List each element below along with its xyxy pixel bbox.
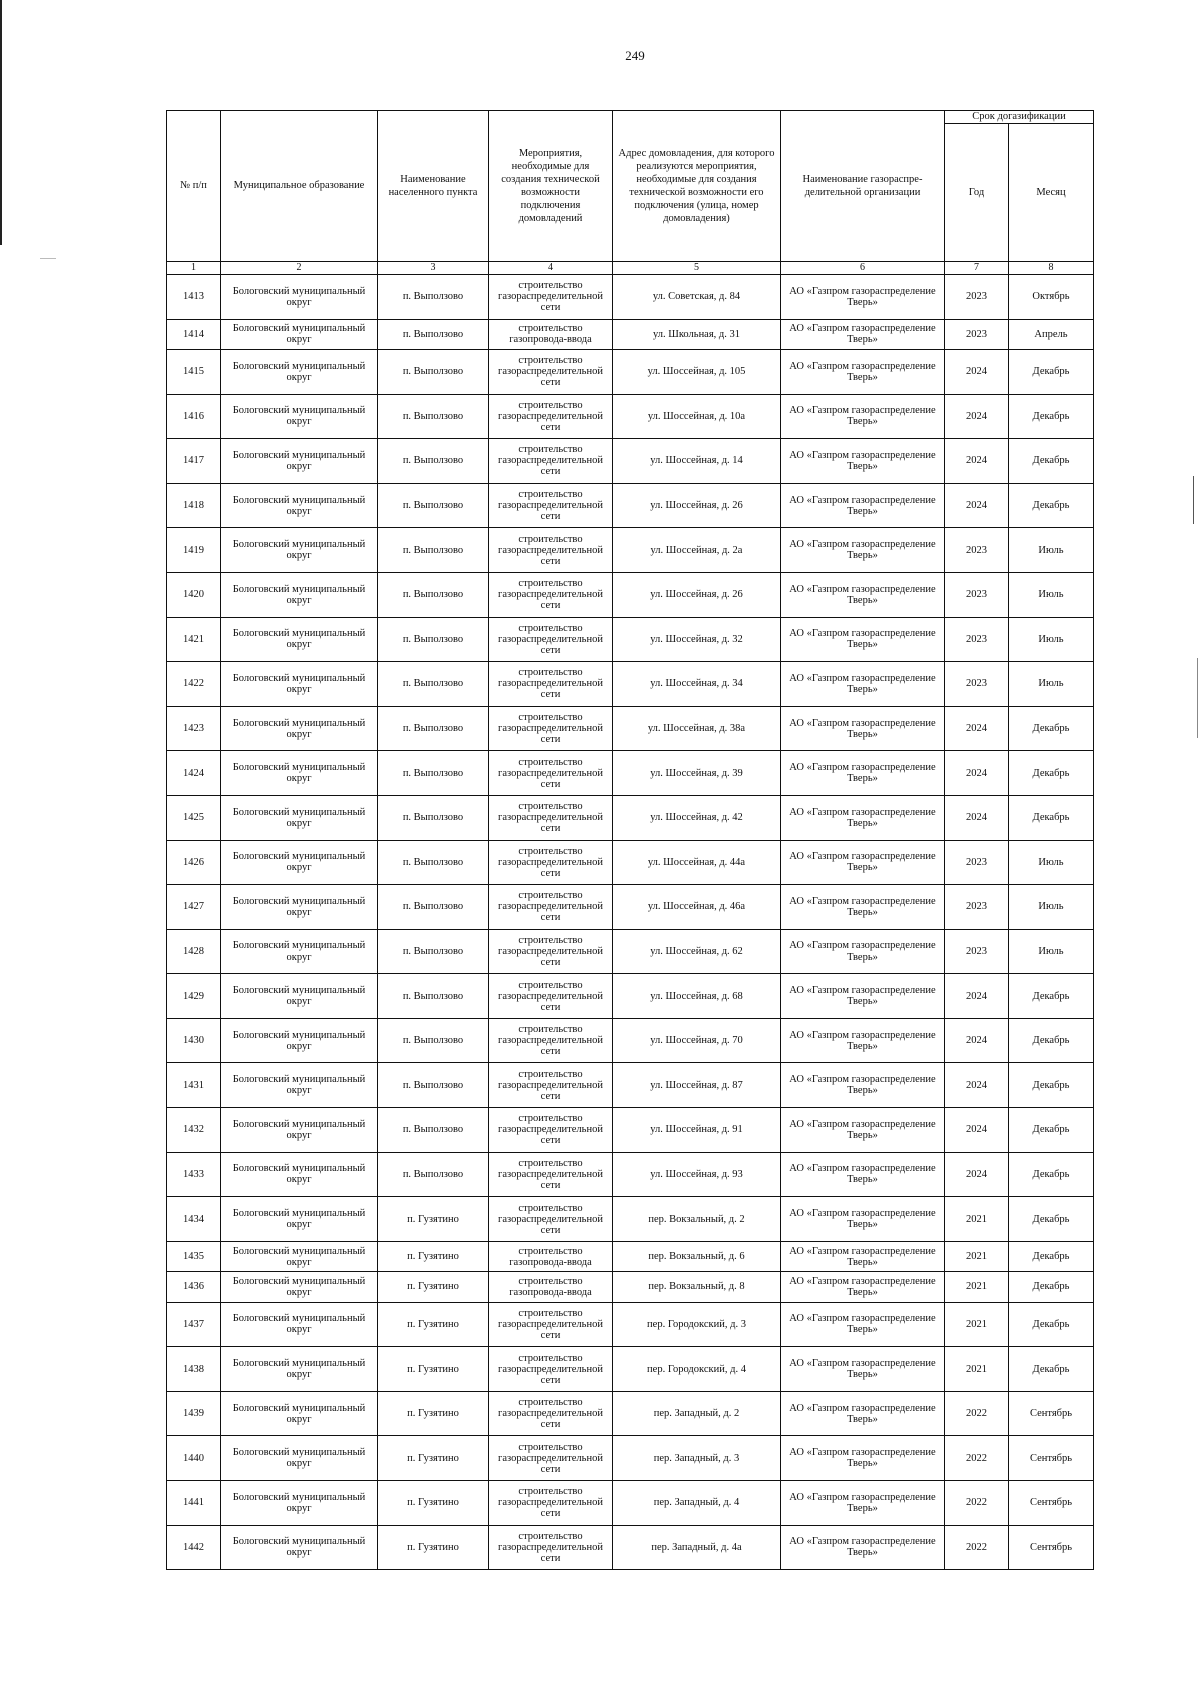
cell-municipality: Бологовский муниципальный округ — [221, 483, 378, 528]
cell-month: Декабрь — [1009, 394, 1094, 439]
cell-municipality: Бологовский муниципальный округ — [221, 394, 378, 439]
cell-settlement: п. Выползово — [378, 974, 489, 1019]
cell-month: Сентябрь — [1009, 1436, 1094, 1481]
table-row — [167, 1241, 1094, 1271]
cell-address: пер. Городокский, д. 3 — [613, 1302, 781, 1347]
cell-month: Июль — [1009, 929, 1094, 974]
cell-year: 2021 — [945, 1272, 1009, 1302]
table-row — [167, 1018, 1094, 1063]
cell-measures: строительство газораспределительной сети — [489, 662, 613, 707]
table-row — [167, 483, 1094, 528]
cell-organization: АО «Газпром газораспределение Тверь» — [781, 275, 945, 320]
cell-settlement: п. Выползово — [378, 572, 489, 617]
cell-municipality: Бологовский муниципальный округ — [221, 1347, 378, 1392]
table-row — [167, 795, 1094, 840]
cell-settlement: п. Выползово — [378, 1152, 489, 1197]
cell-year: 2023 — [945, 528, 1009, 573]
table-row — [167, 349, 1094, 394]
cell-measures: строительство газораспределительной сети — [489, 840, 613, 885]
cell-municipality: Бологовский муниципальный округ — [221, 1018, 378, 1063]
cell-organization: АО «Газпром газораспределение Тверь» — [781, 483, 945, 528]
cell-organization: АО «Газпром газораспределение Тверь» — [781, 617, 945, 662]
cell-address: пер. Западный, д. 4а — [613, 1525, 781, 1570]
cell-row-number: 1428 — [167, 929, 221, 974]
cell-municipality: Бологовский муниципальный округ — [221, 795, 378, 840]
cell-measures: строительство газораспределительной сети — [489, 617, 613, 662]
scan-edge-tick — [40, 258, 56, 259]
cell-measures: строительство газораспределительной сети — [489, 706, 613, 751]
header-measures: Мероприятия, необходимые для создания технической возможности подключения домовладений — [489, 111, 613, 262]
cell-organization: АО «Газпром газораспределение Тверь» — [781, 1018, 945, 1063]
table-row — [167, 1197, 1094, 1242]
cell-month: Декабрь — [1009, 1108, 1094, 1153]
column-number: 5 — [613, 262, 781, 275]
cell-row-number: 1439 — [167, 1391, 221, 1436]
table-row — [167, 751, 1094, 796]
cell-row-number: 1431 — [167, 1063, 221, 1108]
cell-settlement: п. Выползово — [378, 275, 489, 320]
cell-address: пер. Вокзальный, д. 8 — [613, 1272, 781, 1302]
cell-measures: строительство газораспределительной сети — [489, 1018, 613, 1063]
cell-year: 2024 — [945, 974, 1009, 1019]
cell-measures: строительство газораспределительной сети — [489, 751, 613, 796]
column-number: 2 — [221, 262, 378, 275]
cell-organization: АО «Газпром газораспределение Тверь» — [781, 349, 945, 394]
cell-measures: строительство газораспределительной сети — [489, 1197, 613, 1242]
cell-year: 2022 — [945, 1436, 1009, 1481]
table-row — [167, 840, 1094, 885]
cell-settlement: п. Выползово — [378, 662, 489, 707]
cell-year: 2022 — [945, 1391, 1009, 1436]
cell-organization: АО «Газпром газораспределение Тверь» — [781, 1436, 945, 1481]
table-row — [167, 617, 1094, 662]
cell-month: Июль — [1009, 885, 1094, 930]
table-row — [167, 1108, 1094, 1153]
cell-organization: АО «Газпром газораспределение Тверь» — [781, 1302, 945, 1347]
cell-address: пер. Западный, д. 3 — [613, 1436, 781, 1481]
cell-measures: строительство газораспределительной сети — [489, 1302, 613, 1347]
cell-settlement: п. Гузятино — [378, 1241, 489, 1271]
cell-settlement: п. Выползово — [378, 528, 489, 573]
cell-measures: строительство газораспределительной сети — [489, 528, 613, 573]
cell-address: ул. Шоссейная, д. 34 — [613, 662, 781, 707]
cell-municipality: Бологовский муниципальный округ — [221, 1197, 378, 1242]
cell-address: ул. Шоссейная, д. 105 — [613, 349, 781, 394]
cell-year: 2021 — [945, 1347, 1009, 1392]
cell-municipality: Бологовский муниципальный округ — [221, 1272, 378, 1302]
cell-organization: АО «Газпром газораспределение Тверь» — [781, 1063, 945, 1108]
cell-municipality: Бологовский муниципальный округ — [221, 706, 378, 751]
cell-organization: АО «Газпром газораспределение Тверь» — [781, 974, 945, 1019]
cell-settlement: п. Гузятино — [378, 1525, 489, 1570]
column-number: 4 — [489, 262, 613, 275]
cell-row-number: 1422 — [167, 662, 221, 707]
cell-year: 2024 — [945, 439, 1009, 484]
table-body — [167, 275, 1094, 1570]
cell-municipality: Бологовский муниципальный округ — [221, 885, 378, 930]
table-row — [167, 1391, 1094, 1436]
cell-row-number: 1438 — [167, 1347, 221, 1392]
cell-row-number: 1424 — [167, 751, 221, 796]
cell-address: ул. Шоссейная, д. 93 — [613, 1152, 781, 1197]
cell-organization: АО «Газпром газораспределение Тверь» — [781, 1241, 945, 1271]
cell-organization: АО «Газпром газораспределение Тверь» — [781, 319, 945, 349]
cell-settlement: п. Выползово — [378, 617, 489, 662]
cell-organization: АО «Газпром газораспределение Тверь» — [781, 394, 945, 439]
cell-organization: АО «Газпром газораспределение Тверь» — [781, 885, 945, 930]
cell-measures: строительство газораспределительной сети — [489, 929, 613, 974]
cell-row-number: 1427 — [167, 885, 221, 930]
table-row — [167, 885, 1094, 930]
cell-row-number: 1425 — [167, 795, 221, 840]
cell-year: 2024 — [945, 795, 1009, 840]
cell-month: Декабрь — [1009, 1302, 1094, 1347]
cell-measures: строительство газопровода-ввода — [489, 319, 613, 349]
cell-measures: строительство газораспределительной сети — [489, 1347, 613, 1392]
table-row — [167, 1152, 1094, 1197]
cell-municipality: Бологовский муниципальный округ — [221, 1152, 378, 1197]
cell-settlement: п. Гузятино — [378, 1481, 489, 1526]
gasification-table — [166, 110, 1094, 1570]
cell-settlement: п. Гузятино — [378, 1391, 489, 1436]
cell-municipality: Бологовский муниципальный округ — [221, 1241, 378, 1271]
cell-address: ул. Школьная, д. 31 — [613, 319, 781, 349]
cell-month: Декабрь — [1009, 349, 1094, 394]
cell-month: Декабрь — [1009, 1241, 1094, 1271]
cell-year: 2024 — [945, 1018, 1009, 1063]
header-gasification-term: Срок догазификации — [945, 111, 1094, 124]
cell-year: 2021 — [945, 1302, 1009, 1347]
table-row — [167, 1436, 1094, 1481]
cell-month: Декабрь — [1009, 1063, 1094, 1108]
cell-month: Сентябрь — [1009, 1391, 1094, 1436]
scan-margin-mark — [1197, 658, 1198, 738]
cell-settlement: п. Выползово — [378, 1063, 489, 1108]
column-number: 8 — [1009, 262, 1094, 275]
cell-address: ул. Советская, д. 84 — [613, 275, 781, 320]
cell-organization: АО «Газпром газораспределение Тверь» — [781, 840, 945, 885]
cell-year: 2024 — [945, 483, 1009, 528]
cell-municipality: Бологовский муниципальный округ — [221, 1436, 378, 1481]
cell-row-number: 1416 — [167, 394, 221, 439]
cell-year: 2023 — [945, 319, 1009, 349]
cell-municipality: Бологовский муниципальный округ — [221, 1302, 378, 1347]
cell-year: 2023 — [945, 929, 1009, 974]
cell-year: 2024 — [945, 394, 1009, 439]
cell-row-number: 1423 — [167, 706, 221, 751]
cell-year: 2023 — [945, 275, 1009, 320]
cell-address: пер. Вокзальный, д. 6 — [613, 1241, 781, 1271]
cell-municipality: Бологовский муниципальный округ — [221, 1525, 378, 1570]
header-organization: Наименование газораспре-делительной организации — [781, 111, 945, 262]
scan-margin-mark — [1193, 476, 1194, 524]
column-number: 7 — [945, 262, 1009, 275]
cell-month: Сентябрь — [1009, 1525, 1094, 1570]
header-year: Год — [945, 124, 1009, 262]
cell-address: ул. Шоссейная, д. 38а — [613, 706, 781, 751]
cell-row-number: 1417 — [167, 439, 221, 484]
cell-measures: строительство газораспределительной сети — [489, 1108, 613, 1153]
cell-month: Июль — [1009, 840, 1094, 885]
cell-measures: строительство газораспределительной сети — [489, 275, 613, 320]
cell-row-number: 1432 — [167, 1108, 221, 1153]
cell-address: ул. Шоссейная, д. 68 — [613, 974, 781, 1019]
cell-address: ул. Шоссейная, д. 14 — [613, 439, 781, 484]
cell-row-number: 1420 — [167, 572, 221, 617]
cell-row-number: 1413 — [167, 275, 221, 320]
cell-address: пер. Городокский, д. 4 — [613, 1347, 781, 1392]
cell-month: Декабрь — [1009, 1272, 1094, 1302]
cell-address: ул. Шоссейная, д. 2а — [613, 528, 781, 573]
cell-municipality: Бологовский муниципальный округ — [221, 929, 378, 974]
table-row — [167, 528, 1094, 573]
cell-measures: строительство газораспределительной сети — [489, 974, 613, 1019]
cell-month: Декабрь — [1009, 751, 1094, 796]
cell-year: 2024 — [945, 1063, 1009, 1108]
cell-year: 2021 — [945, 1241, 1009, 1271]
scan-edge-line — [0, 0, 2, 245]
cell-address: ул. Шоссейная, д. 26 — [613, 483, 781, 528]
cell-municipality: Бологовский муниципальный округ — [221, 528, 378, 573]
cell-measures: строительство газораспределительной сети — [489, 1436, 613, 1481]
cell-month: Июль — [1009, 572, 1094, 617]
cell-year: 2024 — [945, 1108, 1009, 1153]
cell-row-number: 1421 — [167, 617, 221, 662]
cell-municipality: Бологовский муниципальный округ — [221, 1391, 378, 1436]
cell-address: ул. Шоссейная, д. 42 — [613, 795, 781, 840]
cell-measures: строительство газораспределительной сети — [489, 439, 613, 484]
header-settlement: Наименование населенного пункта — [378, 111, 489, 262]
table-row — [167, 929, 1094, 974]
cell-year: 2023 — [945, 840, 1009, 885]
cell-month: Сентябрь — [1009, 1481, 1094, 1526]
cell-organization: АО «Газпром газораспределение Тверь» — [781, 1391, 945, 1436]
cell-measures: строительство газораспределительной сети — [489, 349, 613, 394]
cell-settlement: п. Гузятино — [378, 1272, 489, 1302]
cell-measures: строительство газораспределительной сети — [489, 1525, 613, 1570]
table-row — [167, 1302, 1094, 1347]
cell-year: 2024 — [945, 349, 1009, 394]
table-row — [167, 275, 1094, 320]
cell-address: ул. Шоссейная, д. 87 — [613, 1063, 781, 1108]
cell-month: Декабрь — [1009, 974, 1094, 1019]
cell-settlement: п. Выползово — [378, 1108, 489, 1153]
cell-settlement: п. Выползово — [378, 1018, 489, 1063]
cell-settlement: п. Гузятино — [378, 1436, 489, 1481]
cell-organization: АО «Газпром газораспределение Тверь» — [781, 929, 945, 974]
table-row — [167, 394, 1094, 439]
cell-year: 2023 — [945, 617, 1009, 662]
cell-municipality: Бологовский муниципальный округ — [221, 1481, 378, 1526]
cell-measures: строительство газопровода-ввода — [489, 1241, 613, 1271]
cell-row-number: 1435 — [167, 1241, 221, 1271]
cell-address: пер. Вокзальный, д. 2 — [613, 1197, 781, 1242]
cell-year: 2024 — [945, 706, 1009, 751]
cell-row-number: 1433 — [167, 1152, 221, 1197]
cell-organization: АО «Газпром газораспределение Тверь» — [781, 1108, 945, 1153]
cell-year: 2024 — [945, 751, 1009, 796]
header-row-top — [167, 111, 1094, 124]
cell-row-number: 1434 — [167, 1197, 221, 1242]
cell-measures: строительство газораспределительной сети — [489, 1481, 613, 1526]
cell-month: Декабрь — [1009, 483, 1094, 528]
table-row — [167, 1063, 1094, 1108]
table-row — [167, 974, 1094, 1019]
cell-row-number: 1414 — [167, 319, 221, 349]
cell-settlement: п. Выползово — [378, 483, 489, 528]
cell-month: Октябрь — [1009, 275, 1094, 320]
cell-month: Декабрь — [1009, 706, 1094, 751]
cell-address: пер. Западный, д. 2 — [613, 1391, 781, 1436]
cell-month: Декабрь — [1009, 1018, 1094, 1063]
cell-settlement: п. Выползово — [378, 840, 489, 885]
cell-year: 2023 — [945, 885, 1009, 930]
cell-settlement: п. Гузятино — [378, 1302, 489, 1347]
cell-municipality: Бологовский муниципальный округ — [221, 974, 378, 1019]
cell-month: Декабрь — [1009, 1152, 1094, 1197]
header-municipality: Муниципальное образование — [221, 111, 378, 262]
cell-organization: АО «Газпром газораспределение Тверь» — [781, 1525, 945, 1570]
header-address: Адрес домовладения, для которого реализуются мероприятия, необходимые для создания технической возможности его подключения (улица, номер домовладения) — [613, 111, 781, 262]
cell-organization: АО «Газпром газораспределение Тверь» — [781, 795, 945, 840]
cell-municipality: Бологовский муниципальный округ — [221, 275, 378, 320]
cell-municipality: Бологовский муниципальный округ — [221, 1063, 378, 1108]
cell-row-number: 1426 — [167, 840, 221, 885]
cell-month: Июль — [1009, 528, 1094, 573]
cell-address: ул. Шоссейная, д. 26 — [613, 572, 781, 617]
table-row — [167, 662, 1094, 707]
cell-municipality: Бологовский муниципальный округ — [221, 840, 378, 885]
cell-settlement: п. Гузятино — [378, 1347, 489, 1392]
cell-year: 2023 — [945, 572, 1009, 617]
cell-organization: АО «Газпром газораспределение Тверь» — [781, 1481, 945, 1526]
table-row — [167, 706, 1094, 751]
cell-month: Декабрь — [1009, 439, 1094, 484]
column-number-row — [167, 262, 1094, 275]
header-month: Месяц — [1009, 124, 1094, 262]
cell-row-number: 1430 — [167, 1018, 221, 1063]
cell-organization: АО «Газпром газораспределение Тверь» — [781, 528, 945, 573]
cell-row-number: 1442 — [167, 1525, 221, 1570]
cell-row-number: 1436 — [167, 1272, 221, 1302]
cell-organization: АО «Газпром газораспределение Тверь» — [781, 662, 945, 707]
cell-settlement: п. Выползово — [378, 795, 489, 840]
cell-measures: строительство газораспределительной сети — [489, 572, 613, 617]
cell-settlement: п. Выползово — [378, 349, 489, 394]
cell-address: ул. Шоссейная, д. 44а — [613, 840, 781, 885]
table-row — [167, 1272, 1094, 1302]
cell-measures: строительство газораспределительной сети — [489, 885, 613, 930]
cell-municipality: Бологовский муниципальный округ — [221, 662, 378, 707]
cell-municipality: Бологовский муниципальный округ — [221, 349, 378, 394]
page-number: 249 — [625, 48, 645, 63]
cell-row-number: 1415 — [167, 349, 221, 394]
cell-settlement: п. Выползово — [378, 751, 489, 796]
cell-row-number: 1418 — [167, 483, 221, 528]
column-number: 6 — [781, 262, 945, 275]
cell-organization: АО «Газпром газораспределение Тверь» — [781, 706, 945, 751]
cell-municipality: Бологовский муниципальный округ — [221, 439, 378, 484]
cell-settlement: п. Выползово — [378, 885, 489, 930]
cell-settlement: п. Выползово — [378, 929, 489, 974]
cell-address: ул. Шоссейная, д. 46а — [613, 885, 781, 930]
cell-measures: строительство газопровода-ввода — [489, 1272, 613, 1302]
cell-month: Декабрь — [1009, 795, 1094, 840]
cell-year: 2024 — [945, 1152, 1009, 1197]
cell-measures: строительство газораспределительной сети — [489, 1152, 613, 1197]
cell-year: 2022 — [945, 1481, 1009, 1526]
cell-year: 2022 — [945, 1525, 1009, 1570]
table-row — [167, 1347, 1094, 1392]
cell-measures: строительство газораспределительной сети — [489, 1063, 613, 1108]
column-number: 3 — [378, 262, 489, 275]
cell-municipality: Бологовский муниципальный округ — [221, 1108, 378, 1153]
cell-measures: строительство газораспределительной сети — [489, 394, 613, 439]
table-row — [167, 439, 1094, 484]
cell-municipality: Бологовский муниципальный округ — [221, 617, 378, 662]
cell-row-number: 1419 — [167, 528, 221, 573]
cell-address: ул. Шоссейная, д. 39 — [613, 751, 781, 796]
cell-month: Апрель — [1009, 319, 1094, 349]
cell-address: ул. Шоссейная, д. 32 — [613, 617, 781, 662]
cell-year: 2021 — [945, 1197, 1009, 1242]
cell-address: пер. Западный, д. 4 — [613, 1481, 781, 1526]
cell-organization: АО «Газпром газораспределение Тверь» — [781, 1197, 945, 1242]
cell-settlement: п. Гузятино — [378, 1197, 489, 1242]
cell-address: ул. Шоссейная, д. 91 — [613, 1108, 781, 1153]
table-row — [167, 572, 1094, 617]
cell-municipality: Бологовский муниципальный округ — [221, 751, 378, 796]
cell-year: 2023 — [945, 662, 1009, 707]
cell-row-number: 1437 — [167, 1302, 221, 1347]
cell-measures: строительство газораспределительной сети — [489, 483, 613, 528]
cell-settlement: п. Выползово — [378, 706, 489, 751]
cell-month: Июль — [1009, 617, 1094, 662]
cell-organization: АО «Газпром газораспределение Тверь» — [781, 1272, 945, 1302]
cell-row-number: 1429 — [167, 974, 221, 1019]
cell-settlement: п. Выползово — [378, 394, 489, 439]
cell-measures: строительство газораспределительной сети — [489, 1391, 613, 1436]
cell-row-number: 1441 — [167, 1481, 221, 1526]
table-row — [167, 319, 1094, 349]
cell-municipality: Бологовский муниципальный округ — [221, 572, 378, 617]
cell-address: ул. Шоссейная, д. 70 — [613, 1018, 781, 1063]
table-row — [167, 1525, 1094, 1570]
table-row — [167, 1481, 1094, 1526]
cell-settlement: п. Выползово — [378, 319, 489, 349]
cell-organization: АО «Газпром газораспределение Тверь» — [781, 439, 945, 484]
cell-organization: АО «Газпром газораспределение Тверь» — [781, 1152, 945, 1197]
cell-month: Декабрь — [1009, 1197, 1094, 1242]
header-number: № п/п — [167, 111, 221, 262]
cell-row-number: 1440 — [167, 1436, 221, 1481]
cell-settlement: п. Выползово — [378, 439, 489, 484]
cell-measures: строительство газораспределительной сети — [489, 795, 613, 840]
cell-organization: АО «Газпром газораспределение Тверь» — [781, 1347, 945, 1392]
cell-month: Июль — [1009, 662, 1094, 707]
column-number: 1 — [167, 262, 221, 275]
cell-address: ул. Шоссейная, д. 62 — [613, 929, 781, 974]
cell-organization: АО «Газпром газораспределение Тверь» — [781, 572, 945, 617]
cell-month: Декабрь — [1009, 1347, 1094, 1392]
cell-organization: АО «Газпром газораспределение Тверь» — [781, 751, 945, 796]
cell-address: ул. Шоссейная, д. 10а — [613, 394, 781, 439]
cell-municipality: Бологовский муниципальный округ — [221, 319, 378, 349]
